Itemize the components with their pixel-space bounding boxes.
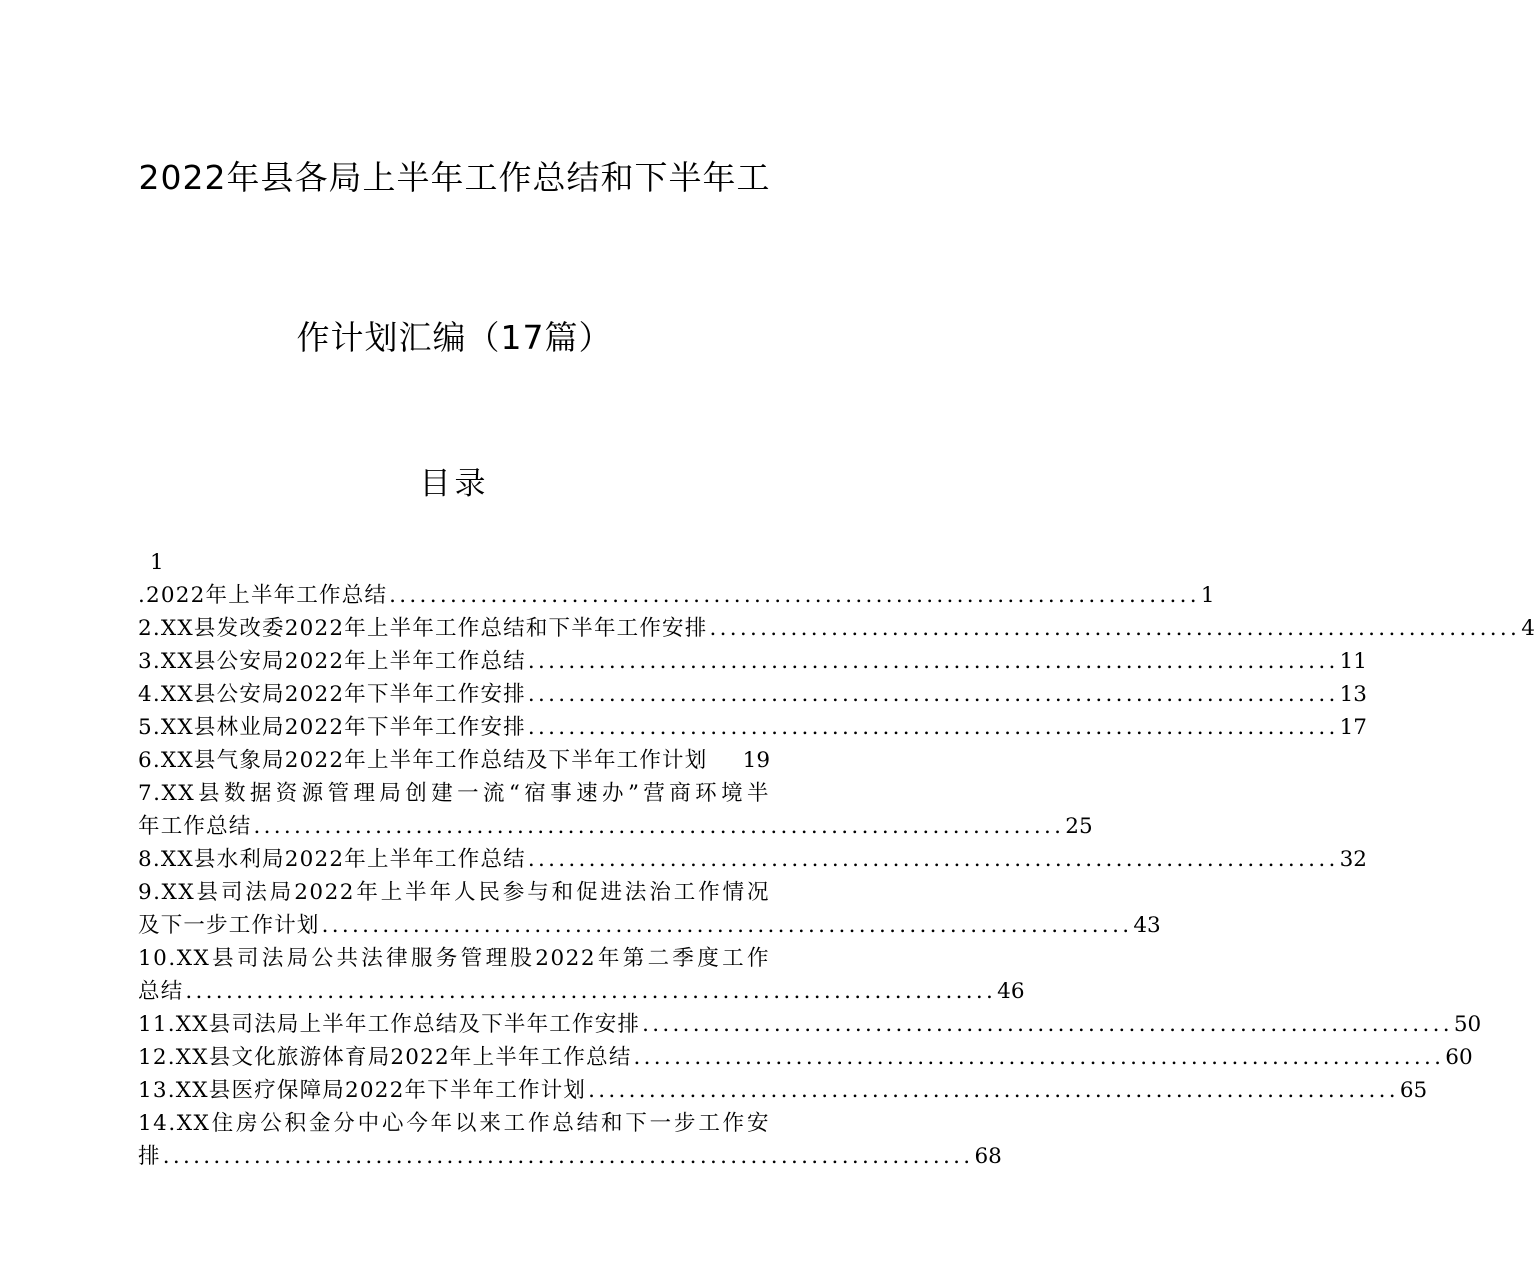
dot-leader: ................................................................................ [709, 616, 1521, 641]
document-title-line-2: 作计划汇编（17篇） [296, 318, 613, 357]
dot-leader: ................................................................................ [162, 1144, 974, 1169]
toc-entry-title: 8.XX县水利局2022年上半年工作总结 [138, 847, 526, 872]
dot-leader: ................................................................................ [321, 913, 1133, 938]
toc-page-number: 19 [742, 748, 770, 773]
toc-page-number: 17 [1339, 715, 1367, 740]
toc-entry-10-line-2[interactable] [138, 975, 1025, 1008]
toc-entry-title-continued: 总结 [138, 979, 184, 1004]
toc-entry-title: 3.XX县公安局2022年上半年工作总结 [138, 649, 526, 674]
toc-page-number: 32 [1339, 847, 1367, 872]
toc-entry-1[interactable] [138, 579, 1215, 612]
toc-entry-title: 13.XX县医疗保障局2022年下半年工作计划 [138, 1078, 587, 1103]
document-title-line-1: 2022年县各局上半年工作总结和下半年工 [138, 158, 771, 197]
toc-page-number: 25 [1065, 814, 1093, 839]
toc-page-number: 60 [1445, 1045, 1473, 1070]
toc-entry-title: 6.XX县气象局2022年上半年工作总结及下半年工作计划 [138, 748, 708, 773]
toc-entry-8[interactable] [138, 843, 1367, 876]
toc-entry-number: 1 [150, 550, 165, 575]
dot-leader: ................................................................................ [389, 583, 1200, 608]
dot-leader: ................................................................................ [527, 847, 1339, 872]
toc-entry-title-continued: 年工作总结 [138, 814, 252, 839]
toc-entry-4[interactable] [138, 678, 1367, 711]
toc-entry-1-number-line[interactable] [138, 546, 770, 579]
toc-entry-2[interactable] [138, 612, 1535, 645]
toc-entry-title: 14.XX住房公积金分中心今年以来工作总结和下一步工作安 [138, 1111, 770, 1136]
toc-page-number: 50 [1453, 1012, 1482, 1037]
toc-entry-title-continued: 及下一步工作计划 [138, 913, 320, 938]
toc-entry-title: 7.XX县数据资源管理局创建一流“宿事速办”营商环境半 [138, 781, 770, 806]
toc-page-number: 13 [1339, 682, 1367, 707]
toc-entry-title: 12.XX县文化旅游体育局2022年上半年工作总结 [138, 1045, 632, 1070]
toc-page-number: 43 [1133, 913, 1161, 938]
toc-entry-7-line-1[interactable] [138, 777, 770, 810]
toc-entry-9-line-1[interactable] [138, 876, 770, 909]
toc-entry-title: 11.XX县司法局上半年工作总结及下半年工作安排 [138, 1012, 641, 1037]
toc-entry-14-line-2[interactable] [138, 1140, 1002, 1173]
toc-entry-13[interactable] [138, 1074, 1428, 1107]
dot-leader: ................................................................................ [253, 814, 1065, 839]
toc-entry-6[interactable] [138, 744, 770, 777]
dot-leader: ................................................................................ [642, 1012, 1453, 1037]
toc-page-number: 68 [974, 1144, 1002, 1169]
toc-entry-title: 4.XX县公安局2022年下半年工作安排 [138, 682, 526, 707]
table-of-contents [138, 546, 1535, 1173]
toc-entry-11[interactable] [138, 1008, 1482, 1041]
dot-leader: ................................................................................ [527, 649, 1339, 674]
toc-entry-title: 10.XX县司法局公共法律服务管理股2022年第二季度工作 [138, 946, 770, 971]
toc-page-number: 65 [1399, 1078, 1428, 1103]
dot-leader: ................................................................................ [185, 979, 997, 1004]
toc-page-number: 1 [1200, 583, 1215, 608]
toc-heading: 目录 [419, 466, 490, 502]
toc-entry-title: .2022年上半年工作总结 [138, 583, 388, 608]
dot-leader: ................................................................................ [633, 1045, 1445, 1070]
toc-entry-title: 9.XX县司法局2022年上半年人民参与和促进法治工作情况 [138, 880, 770, 905]
toc-page-number: 4 [1521, 616, 1535, 641]
toc-entry-title: 2.XX县发改委2022年上半年工作总结和下半年工作安排 [138, 616, 708, 641]
toc-entry-3[interactable] [138, 645, 1367, 678]
toc-entry-title: 5.XX县林业局2022年下半年工作安排 [138, 715, 526, 740]
toc-entry-7-line-2[interactable] [138, 810, 1093, 843]
toc-page-number: 46 [997, 979, 1025, 1004]
dot-leader: ................................................................................ [588, 1078, 1399, 1103]
toc-entry-5[interactable] [138, 711, 1367, 744]
toc-entry-9-line-2[interactable] [138, 909, 1161, 942]
dot-leader: ................................................................................ [527, 715, 1339, 740]
toc-entry-12[interactable] [138, 1041, 1473, 1074]
toc-entry-title-continued: 排 [138, 1144, 161, 1169]
dot-leader: ................................................................................ [527, 682, 1339, 707]
toc-page-number: 11 [1339, 649, 1367, 674]
toc-entry-10-line-1[interactable] [138, 942, 770, 975]
toc-entry-14-line-1[interactable] [138, 1107, 770, 1140]
